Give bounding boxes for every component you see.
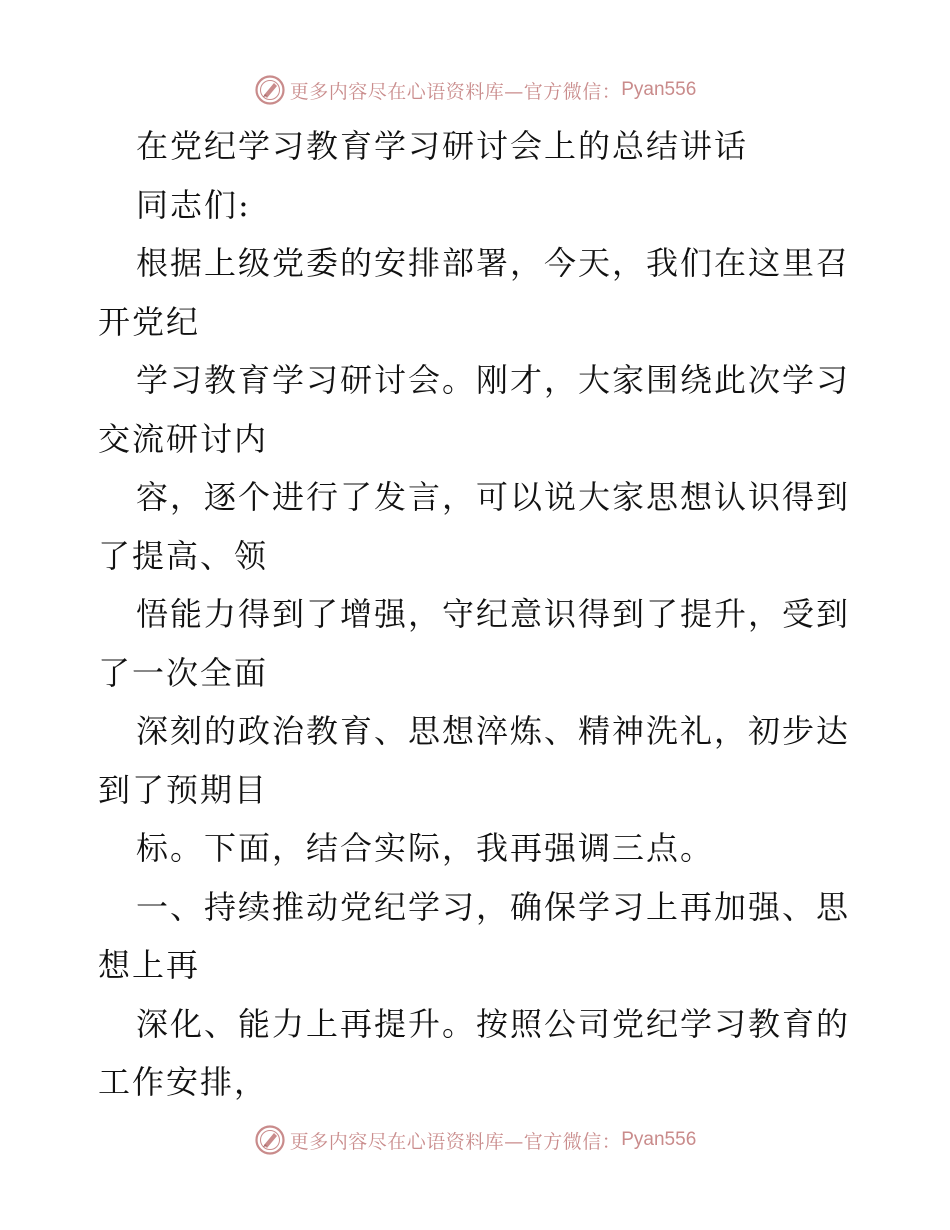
document-line: 工作安排，: [98, 1063, 269, 1101]
header-wechat-id: Pyan556: [621, 79, 697, 100]
footer-watermark: [0, 1120, 950, 1160]
document-line: 想上再: [98, 946, 201, 984]
document-line: 标。下面，结合实际，我再强调三点。: [136, 829, 715, 867]
document-line: 到了预期目: [98, 770, 269, 809]
document-line: 学习教育学习研讨会。刚才，大家围绕此次学习: [136, 361, 851, 399]
document-line: 了提高、领: [98, 536, 269, 575]
document-line: 容，逐个进行了发言，可以说大家思想认识得到: [136, 478, 851, 516]
document-line: 在党纪学习教育学习研讨会上的总结讲话: [136, 127, 749, 165]
footer-wechat-id: Pyan556: [621, 1129, 697, 1150]
footer-brand-text: 更多内容尽在心语资料库—官方微信：: [289, 1130, 622, 1153]
red-seal-logo-icon: [254, 74, 286, 106]
header-brand-text: 更多内容尽在心语资料库—官方微信：: [289, 80, 622, 103]
document-line: 根据上级党委的安排部署，今天，我们在这里召: [136, 244, 851, 282]
document-body: [98, 117, 858, 1112]
header-watermark: [0, 70, 950, 110]
document-line: 开党纪: [98, 302, 201, 341]
document-line: 一、持续推动党纪学习，确保学习上再加强、思: [136, 887, 851, 926]
document-line: 深化、能力上再提升。按照公司党纪学习教育的: [136, 1004, 851, 1043]
red-seal-logo-icon: [254, 1124, 286, 1156]
document-line: 同志们:: [136, 185, 251, 224]
document-line: 了一次全面: [98, 653, 269, 692]
document-line: 深刻的政治教育、思想淬炼、精神洗礼，初步达: [136, 712, 851, 750]
document-line: 交流研讨内: [98, 419, 269, 458]
document-line: 悟能力得到了增强，守纪意识得到了提升，受到: [136, 595, 851, 633]
